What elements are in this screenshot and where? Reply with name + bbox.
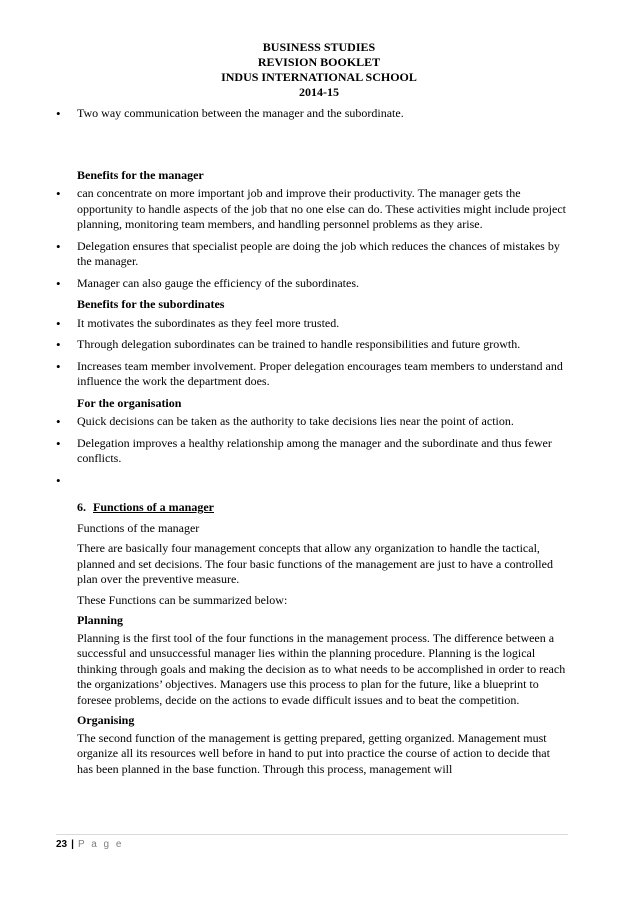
- organisation-benefits-heading: For the organisation: [77, 395, 182, 410]
- page-label: P a g e: [77, 839, 124, 850]
- subordinate-benefits-list: [56, 316, 566, 390]
- list-item: • Delegation improves a healthy relationship among the manager and the subordinate and thus fewer conflicts.: [56, 436, 566, 467]
- section-intro: There are basically four management concepts that allow any organization to handle the tactical, planned and set decisions. The four basic functions of the management are just to have a controlled plan over the preventive measure.: [77, 541, 553, 586]
- manager-benefits-list: [56, 186, 566, 291]
- list-item: • Quick decisions can be taken as the authority to take decisions lies near the point of action.: [56, 414, 566, 430]
- page-header: [0, 40, 638, 100]
- list-item: • can concentrate on more important job and improve their productivity. The manager gets the opportunity to handle aspects of the job that no one else can do. These activities might include project planning, monitoring team members, and handling personnel problems as they arise.: [56, 186, 566, 233]
- list-item: • Delegation ensures that specialist people are doing the job which reduces the chances of mistakes by the manager.: [56, 239, 566, 270]
- header-year: 2014-15: [299, 85, 339, 99]
- section-title: [77, 500, 566, 516]
- planning-text: Planning is the first tool of the four functions in the management process. The difference between a successful and unsuccessful manager lies within the planning procedure. Planning is the logical thinking through goals and making the decision as to what needs to be accomplished in order to reach the organizations’ objectives. Managers use this process to plan for the future, like a blueprint to foresee problems, decide on the actions to evade difficult issues and to beat the competition.: [77, 630, 566, 707]
- list-item: • Increases team member involvement. Proper delegation encourages team members to understand and influence the work the department does.: [56, 359, 566, 390]
- list-item: • Manager can also gauge the efficiency of the subordinates.: [56, 276, 566, 292]
- page-footer: [56, 834, 568, 850]
- section-subtitle: Functions of the manager: [77, 520, 200, 535]
- footer-separator: |: [71, 839, 74, 850]
- organising-text: The second function of the management is getting prepared, getting organized. Management must organize all its resources well before in hand to put into practice the course of action to decide that has been planned in the base function. Through this process, management will: [77, 730, 550, 776]
- empty-list-item: [56, 473, 566, 489]
- list-item: • Through delegation subordinates can be trained to handle responsibilities and future growth.: [56, 337, 566, 353]
- organisation-benefits-list: [56, 414, 566, 488]
- header-booklet: REVISION BOOKLET: [257, 55, 381, 69]
- list-item: • It motivates the subordinates as they feel more trusted.: [56, 316, 566, 332]
- planning-heading: Planning: [77, 613, 124, 627]
- section-number: 6.: [77, 500, 86, 514]
- organising-heading: Organising: [77, 713, 135, 727]
- header-subject: BUSINESS STUDIES: [262, 40, 376, 54]
- page-content: [56, 106, 566, 782]
- subordinate-benefits-heading: Benefits for the subordinates: [77, 297, 225, 311]
- top-bullet-list: [56, 106, 566, 122]
- section-summary: These Functions can be summarized below:: [77, 592, 288, 607]
- section-functions: [56, 500, 566, 777]
- manager-benefits-heading: Benefits for the manager: [77, 167, 204, 182]
- section-title-text: Functions of a manager: [93, 500, 214, 514]
- page-number: 23: [56, 839, 68, 850]
- list-item: • Two way communication between the manager and the subordinate.: [56, 106, 566, 122]
- header-school: INDUS INTERNATIONAL SCHOOL: [221, 70, 417, 84]
